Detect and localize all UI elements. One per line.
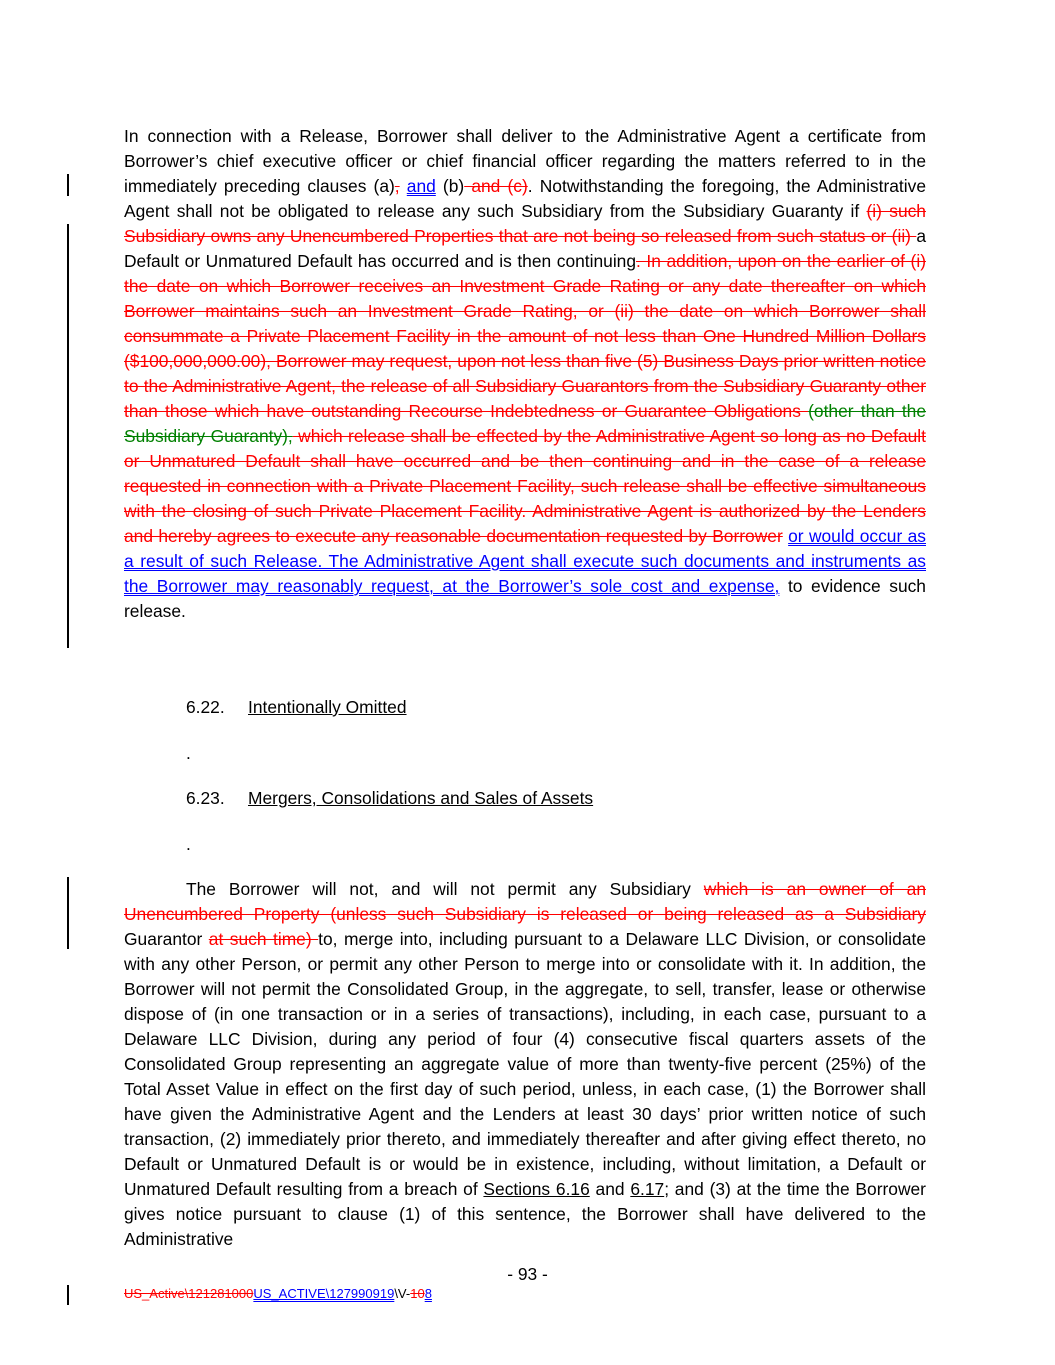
text-run: and [589, 1179, 631, 1199]
change-bar [67, 224, 69, 648]
text-run: ; and (3) at the time the Borrower gives notice pursuant to clause (1) of this sentence, the Borrower shall have delivered to the Administrative [124, 1179, 926, 1249]
deleted-text: , [394, 176, 400, 196]
section-6-22-heading [186, 695, 407, 720]
section-reference: 6.17 [630, 1179, 665, 1199]
deleted-version: 10 [410, 1286, 425, 1301]
inserted-text: and [406, 176, 436, 196]
text-run: to, merge into, including pursuant to a Delaware LLC Division, or consolidate with any other Person, or permit any other Person to merge into or consolidate with it. In addition, the Borrower will not permit the Consolidated Group, in the aggregate, to sell, transfer, lease or otherwise dispose of (in one transaction or in a series of transactions), including, in each case, pursuant to a Delaware LLC Division, during any period of four (4) consecutive fiscal quarters assets of the Consolidated Group representing an aggregate value of more than twenty-five percent (25%) of the Total Asset Value in effect on the first day of such period, unless, in each case, (1) the Borrower shall have given the Administrative Agent and the Lenders at least 30 days’ prior written notice of such transaction, (2) immediately prior thereto, and immediately thereafter and after giving effect thereto, no Default or Unmatured Default is or would be in existence, including, without limitation, a Default or Unmatured Default resulting from a breach of [124, 929, 926, 1199]
doc-version-prefix: \V- [394, 1286, 411, 1301]
section-title: Mergers, Consolidations and Sales of Assets [248, 788, 594, 808]
text-run: a Default or Unmatured Default has occurred and is then continuing [124, 226, 926, 271]
moved-deleted-text: (other than the Subsidiary Guaranty), [124, 401, 927, 446]
section-dot: . [186, 834, 191, 854]
text-run: (b) [435, 176, 465, 196]
deleted-doc-id: US_Active\121281000 [124, 1286, 254, 1301]
deleted-text: at such time) [208, 929, 319, 949]
change-bar [67, 174, 69, 196]
section-number: 6.22. [186, 697, 225, 717]
deleted-text: which is an owner of an Unencumbered Property (unless such Subsidiary is released or being released as a Subsidiary [124, 879, 926, 924]
deleted-text: and (c) [464, 176, 528, 196]
release-paragraph [124, 124, 926, 624]
text-run [400, 176, 407, 196]
section-6-23-heading [186, 786, 593, 811]
text-run: The Borrower will not, and will not permit any Subsidiary [186, 879, 704, 899]
page-number: - 93 - [507, 1264, 548, 1284]
section-dot: . [186, 743, 191, 763]
mergers-paragraph [124, 877, 926, 1252]
text-run: In connection with a Release, Borrower shall deliver to the Administrative Agent a certificate from Borrower’s chief executive officer or chief financial officer regarding the matters referred to in the immediately preceding clauses (a) [124, 126, 926, 196]
text-run: Guarantor [124, 929, 209, 949]
section-number: 6.23. [186, 788, 225, 808]
inserted-doc-id: US_ACTIVE\127990919 [253, 1286, 395, 1301]
deleted-text: which release shall be effected by the Administrative Agent so long as no Default or Unmatured Default shall have occurred and be then continuing and in the case of a release requested in connection with a Private Placement Facility, such release shall be effective simultaneous with the closing of such Private Placement Facility. Administrative Agent is authorized by the Lenders and hereby agrees to execute any reasonable documentation requested by Borrower [124, 426, 926, 546]
section-title: Intentionally Omitted [248, 697, 407, 717]
deleted-text: . In addition, upon on the earlier of (i) the date on which Borrower receives an Investment Grade Rating or any date thereafter on which Borrower maintains such an Investment Grade Rating, or (ii) the date on which Borrower shall consummate a Private Placement Facility in the amount of not less than One Hundred Million Dollars ($100,000,000.00), Borrower may request, upon not less than five (5) Business Days prior written notice to the Administrative Agent, the release of all Subsidiary Guarantors from the Subsidiary Guaranty other than those which have outstanding Recourse Indebtedness or Guarantee Obligations [124, 251, 926, 421]
change-bar [67, 877, 69, 949]
deleted-text: (i) such Subsidiary owns any Unencumbered Properties that are not being so released from such status or (ii) [124, 201, 926, 246]
text-run: . Notwithstanding the foregoing, the Administrative Agent shall not be obligated to release any such Subsidiary from the Subsidiary Guaranty if [124, 176, 926, 221]
inserted-text: or would occur as a result of such Release. The Administrative Agent shall execute such documents and instruments as the Borrower may reasonably request, at the Borrower’s sole cost and expense, [124, 526, 926, 596]
inserted-version: 8 [424, 1286, 432, 1301]
text-run: to evidence such release. [124, 576, 926, 621]
change-bar [67, 1285, 69, 1305]
section-reference: Sections 6.16 [483, 1179, 590, 1199]
document-id-footer [124, 1286, 432, 1302]
